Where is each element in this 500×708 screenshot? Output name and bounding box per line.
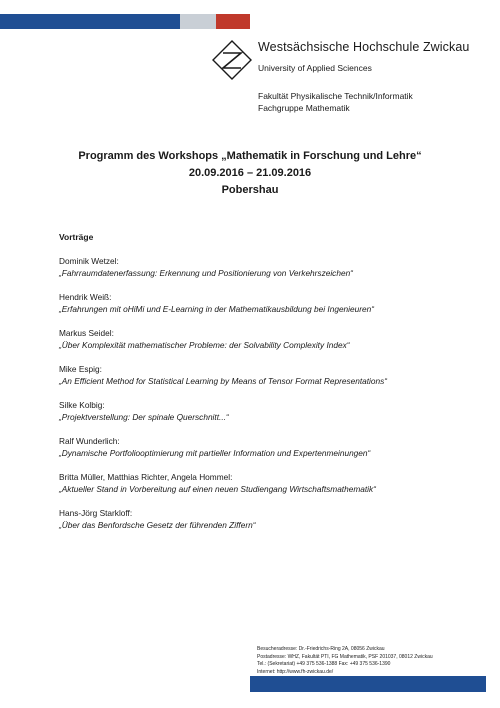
department-line: Fachgruppe Mathematik xyxy=(258,103,350,113)
top-bar-blue-segment xyxy=(0,14,180,29)
institution-name: Westsächsische Hochschule Zwickau xyxy=(258,40,470,54)
talk-title: „Erfahrungen mit oHiMi und E-Learning in der Mathematikausbildung bei Ingenieuren“ xyxy=(59,304,374,314)
talk-speaker: Dominik Wetzel: xyxy=(59,256,119,266)
university-logo-icon xyxy=(212,40,252,80)
talk-title: „Dynamische Portfoliooptimierung mit partieller Information und Expertenmeinungen“ xyxy=(59,448,371,458)
website-link[interactable]: Internet: http://www.fh-zwickau.de/ xyxy=(257,668,334,675)
talk-item xyxy=(59,399,479,423)
date-range: 20.09.2016 – 21.09.2016 xyxy=(188,167,312,179)
talk-speaker: Silke Kolbig: xyxy=(59,400,105,410)
talk-title: „Fahrraumdatenerfassung: Erkennung und Positionierung von Verkehrszeichen“ xyxy=(59,268,353,278)
talks-section xyxy=(59,232,479,543)
talk-speaker: Markus Seidel: xyxy=(59,328,114,338)
faculty-info xyxy=(258,90,413,114)
postal-address: Postadresse: WHZ, Fakultät PTI, FG Mathematik, PSF 201037, 08012 Zwickau xyxy=(257,653,433,660)
top-bar-red-segment xyxy=(216,14,250,29)
talk-speaker: Hendrik Weiß: xyxy=(59,292,112,302)
talk-title: „An Efficient Method for Statistical Learning by Means of Tensor Format Representations“ xyxy=(59,376,388,386)
institution-subtitle: University of Applied Sciences xyxy=(258,63,372,73)
title-line: Programm des Workshops „Mathematik in Forschung und Lehre“ xyxy=(78,150,422,162)
talk-item xyxy=(59,255,479,279)
program-title xyxy=(0,148,500,199)
top-bar-grey-segment xyxy=(180,14,216,29)
talk-title: „Über Komplexität mathematischer Probleme: der Solvability Complexity Index“ xyxy=(59,340,350,350)
talk-item xyxy=(59,471,479,495)
footer-address xyxy=(257,646,433,676)
talk-item xyxy=(59,291,479,315)
talk-item xyxy=(59,507,479,531)
faculty-line: Fakultät Physikalische Technik/Informatik xyxy=(258,91,413,101)
talk-item xyxy=(59,363,479,387)
talk-speaker: Britta Müller, Matthias Richter, Angela Hommel: xyxy=(59,472,233,482)
talk-speaker: Ralf Wunderlich: xyxy=(59,436,120,446)
visitor-address: Besucheradresse: Dr.-Friedrichs-Ring 2A, 08056 Zwickau xyxy=(257,646,385,652)
talk-title: „Über das Benfordsche Gesetz der führenden Ziffern“ xyxy=(59,520,256,530)
talk-speaker: Hans-Jörg Starkloff: xyxy=(59,508,133,518)
talk-item xyxy=(59,327,479,351)
section-heading: Vorträge xyxy=(59,232,94,242)
talk-title: „Projektverstellung: Der spinale Querschnitt...“ xyxy=(59,412,229,422)
location: Pobershau xyxy=(221,184,279,196)
phone-fax: Tel.: (Sekretariat) +49 375 536-1388 Fax: +49 375 536-1390 xyxy=(257,661,391,668)
top-color-bar xyxy=(0,14,250,29)
talk-item xyxy=(59,435,479,459)
talk-title: „Aktueller Stand in Vorbereitung auf einen neuen Studiengang Wirtschaftsmathematik“ xyxy=(59,484,376,494)
talk-speaker: Mike Espig: xyxy=(59,364,102,374)
bottom-color-bar xyxy=(250,676,486,692)
